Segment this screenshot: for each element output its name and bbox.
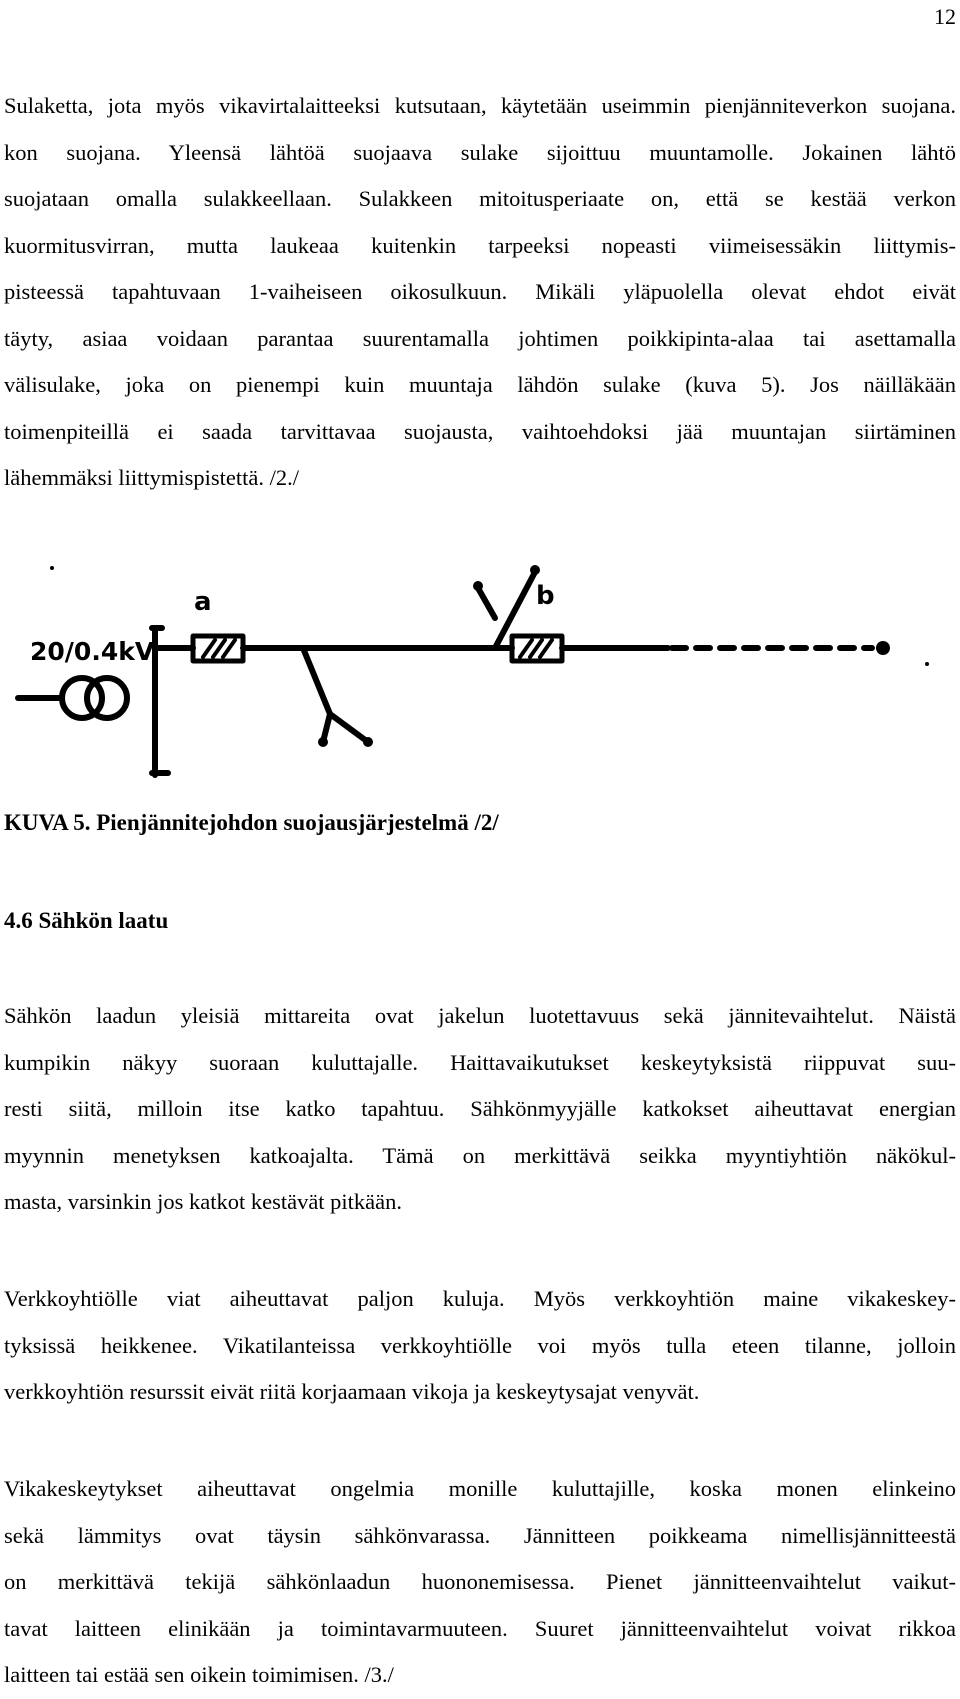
text-line: lähemmäksi liittymispistettä. /2./ [4,465,299,490]
page-number: 12 [934,4,956,29]
paragraph-fuse-protection [4,83,956,502]
text-line: toimenpiteillä ei saada tarvittavaa suojausta, vaihtoehdoksi jää muuntajan siirtäminen [4,418,956,444]
text-line: verkkoyhtiön resurssit eivät riitä korjaamaan vikoja ja keskeytysajat venyvät. [4,1379,700,1404]
branch-line [303,648,330,714]
section-heading: 4.6 Sähkön laatu [4,908,169,933]
text-line: kuormitusvirran, mutta laukeaa kuitenkin tarpeeksi nopeasti viimeisessäkin liittymis- [4,232,956,258]
transformer-coil-right [87,678,127,718]
text-line: suojataan omalla sulakkeellaan. Sulakkeen mitoitusperiaate on, että se kestää verkon [4,186,956,211]
text-line: myynnin menetyksen katkoajalta. Tämä on merkittävä seikka myyntiyhtiön näkökul- [4,1142,956,1168]
branch-end-dot [318,737,328,747]
text-line: tyksissä heikkenee. Vikatilanteissa verkkoyhtiölle voi myös tulla eteen tilanne, jolloin [4,1332,956,1358]
text-line: Sähkön laadun yleisiä mittareita ovat jakelun luotettavuus sekä jännitevaihtelut. Näistä [4,1003,956,1028]
text-line: sekä lämmitys ovat täysin sähkönvarassa. Jännitteen poikkeama nimellisjännitteestä [4,1522,956,1548]
text-line: täyty, asiaa voidaan parantaa suurentamalla johtimen poikkipinta-alaa tai asettamalla [4,325,956,351]
stray-dot [50,566,54,570]
branch-end-right [330,714,368,742]
text-line: Sulaketta, jota myös vikavirtalaitteeksi kutsutaan, käytetään useimmin pienjänniteverkon suojana. [4,93,956,118]
text-line: välisulake, joka on pienempi kuin muuntaja lähdön sulake (kuva 5). Jos näilläkään [4,372,956,397]
text-line: kon suojana. Yleensä lähtöä suojaava sulake sijoittuu muuntamolle. Jokainen lähtö [4,139,956,165]
text-line: kumpikin näkyy suoraan kuluttajalle. Haittavaikutukset keskeytyksistä riippuvat suu- [4,1049,956,1075]
figure-caption: KUVA 5. Pienjännitejohdon suojausjärjestelmä /2/ [4,810,499,835]
text-line: Vikakeskeytykset aiheuttavat ongelmia monille kuluttajille, koska monen elinkeino [4,1476,956,1501]
upper-branch-end [478,588,495,618]
text-line: pisteessä tapahtuvaan 1-vaiheiseen oikosulkuun. Mikäli yläpuolella olevat ehdot eivät [4,279,956,304]
paragraph-quality-metrics [4,993,956,1226]
fuse-a-label: a [194,587,212,617]
text-line: laitteen tai estää sen oikein toimimisen. /3./ [4,1662,394,1687]
fuse-b-label: b [536,581,555,611]
paragraph-interruptions [4,1466,956,1699]
upper-branch-dot [473,581,483,591]
branch-end-dot [363,737,373,747]
upper-branch-dot [530,565,540,575]
fuse-protection-diagram [0,560,960,790]
text-line: tavat laitteen elinikään ja toimintavarmuuteen. Suuret jännitteenvaihtelut voivat rikkoa [4,1615,956,1641]
text-line: Verkkoyhtiölle viat aiheuttavat paljon kuluja. Myös verkkoyhtiön maine vikakeskey- [4,1286,956,1311]
stray-dot [925,662,929,666]
paragraph-network-company [4,1276,956,1416]
text-line: on merkittävä tekijä sähkönlaadun huononemisessa. Pienet jännitteenvaihtelut vaikut- [4,1569,956,1594]
line-end-dot [876,641,890,655]
voltage-label: 20/0.4kV [30,637,155,666]
text-line: resti siitä, milloin itse katko tapahtuu. Sähkönmyyjälle katkokset aiheuttavat energian [4,1096,956,1121]
text-line: masta, varsinkin jos katkot kestävät pitkään. [4,1189,403,1214]
